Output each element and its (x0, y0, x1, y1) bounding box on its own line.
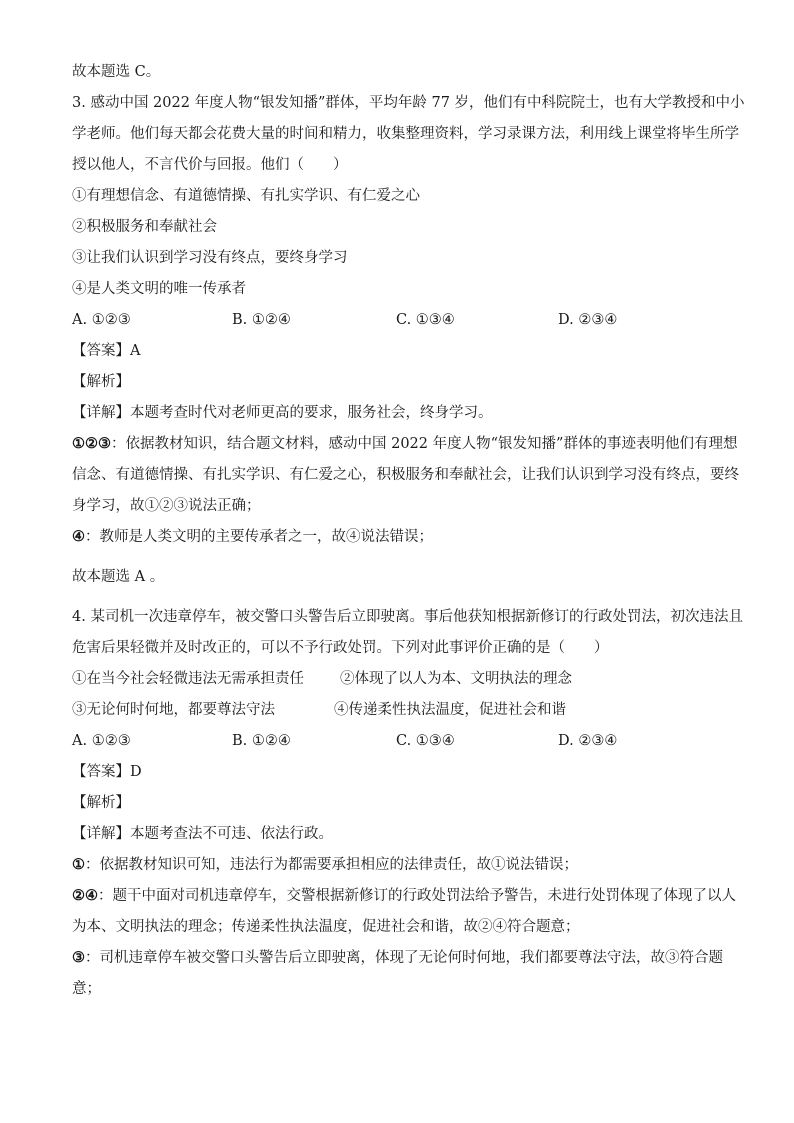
question-4-answer: 【答案】D (72, 764, 142, 780)
question-4-options (72, 731, 722, 751)
explanation-line (72, 886, 736, 906)
explanation-line: 身学习，故①②③说法正确； (72, 498, 261, 514)
question-4-option-b: B. ①②④ (232, 733, 291, 749)
explanation-line: 信念、有道德情操、有扎实学识、有仁爱之心，积极服务和奉献社会，让我们认识到学习没有终点，要终 (72, 467, 739, 483)
question-4-statement-2: ②体现了以人为本、文明执法的理念 (340, 671, 572, 687)
explanation-lead: ①②③ (72, 435, 111, 452)
question-4-statement-3: ③无论何时何地，都要尊法守法 (72, 702, 275, 718)
question-3-statement-1: ①有理想信念、有道德情操、有扎实学识、有仁爱之心 (72, 188, 420, 204)
question-4-option-d: D. ②③④ (558, 733, 618, 749)
question-3-stem-line: 3. 感动中国 2022 年度人物“银发知播”群体，平均年龄 77 岁，他们有中科院院士，也有大学教授和中小 (72, 95, 745, 111)
explanation-lead: ②④ (72, 887, 98, 904)
explanation-lead: ③ (72, 949, 85, 966)
explanation-line (72, 434, 738, 454)
question-3-stem-line: 学老师。他们每天都会花费大量的时间和精力，收集整理资料，学习录课方法，利用线上课堂将毕生所学 (72, 126, 739, 142)
question-3-statement-2: ②积极服务和奉献社会 (72, 219, 217, 235)
explanation-lead: ① (72, 856, 85, 873)
question-3-explanation-1 (72, 434, 739, 516)
explanation-text: ：题干中面对司机违章停车，交警根据新修订的行政处罚法给予警告，未进行处罚体现了体现了以人 (98, 888, 736, 904)
explanation-line (72, 948, 722, 968)
question-4-explanation-3 (72, 948, 722, 999)
explanation-line: 意； (72, 981, 101, 997)
question-4-statements-row-1 (72, 669, 722, 689)
question-3-analysis-label: 【解析】 (72, 374, 130, 390)
question-4-detail: 【详解】本题考查法不可违、依法行政。 (72, 826, 333, 842)
question-3-options (72, 310, 722, 330)
question-4-stem-line: 4. 某司机一次违章停车，被交警口头警告后立即驶离。事后他获知根据新修订的行政处罚法，初次违法且 (72, 609, 743, 625)
question-4-stem (72, 607, 743, 658)
question-3-statement-3: ③让我们认识到学习没有终点，要终身学习 (72, 250, 348, 266)
explanation-lead: ④ (72, 528, 85, 545)
question-3-explanation-2 (72, 527, 722, 547)
question-4-statement-1: ①在当今社会轻微违法无需承担责任 (72, 671, 304, 687)
question-3-conclusion: 故本题选 A 。 (72, 569, 165, 585)
question-3-option-a: A. ①②③ (72, 312, 131, 328)
explanation-text: ：司机违章停车被交警口头警告后立即驶离，体现了无论何时何地，我们都要尊法守法，故③符合题 (85, 950, 723, 966)
question-3-option-b: B. ①②④ (232, 312, 291, 328)
question-3-stem-line: 授以他人，不言代价与回报。他们（ ） (72, 157, 348, 173)
explanation-text: ：依据教材知识可知，违法行为都需要承担相应的法律责任，故①说法错误； (85, 857, 578, 873)
question-3-option-d: D. ②③④ (558, 312, 618, 328)
explanation-line: 为本、文明执法的理念；传递柔性执法温度，促进社会和谐，故②④符合题意； (72, 919, 580, 935)
question-4-option-c: C. ①③④ (396, 733, 455, 749)
explanation-text: ：依据教材知识，结合题文材料，感动中国 2022 年度人物“银发知播”群体的事迹表明他们有理想 (111, 436, 738, 452)
question-4-statements-row-2 (72, 700, 722, 720)
question-4-statement-4: ④传递柔性执法温度，促进社会和谐 (334, 702, 566, 718)
previous-conclusion: 故本题选 C。 (72, 64, 161, 80)
question-4-analysis-label: 【解析】 (72, 795, 130, 811)
question-4-explanation-2 (72, 886, 736, 937)
document-page (72, 62, 745, 1010)
question-3-option-c: C. ①③④ (396, 312, 455, 328)
question-3-stem (72, 93, 745, 175)
question-4-explanation-1 (72, 855, 722, 875)
question-3-detail: 【详解】本题考查时代对老师更高的要求，服务社会，终身学习。 (72, 405, 493, 421)
question-3-answer: 【答案】A (72, 343, 141, 359)
question-4-option-a: A. ①②③ (72, 733, 131, 749)
question-4-stem-line: 危害后果轻微并及时改正的，可以不予行政处罚。下列对此事评价正确的是（ ） (72, 640, 609, 656)
explanation-text: ：教师是人类文明的主要传承者之一，故④说法错误； (85, 529, 433, 545)
question-3-statement-4: ④是人类文明的唯一传承者 (72, 281, 246, 297)
